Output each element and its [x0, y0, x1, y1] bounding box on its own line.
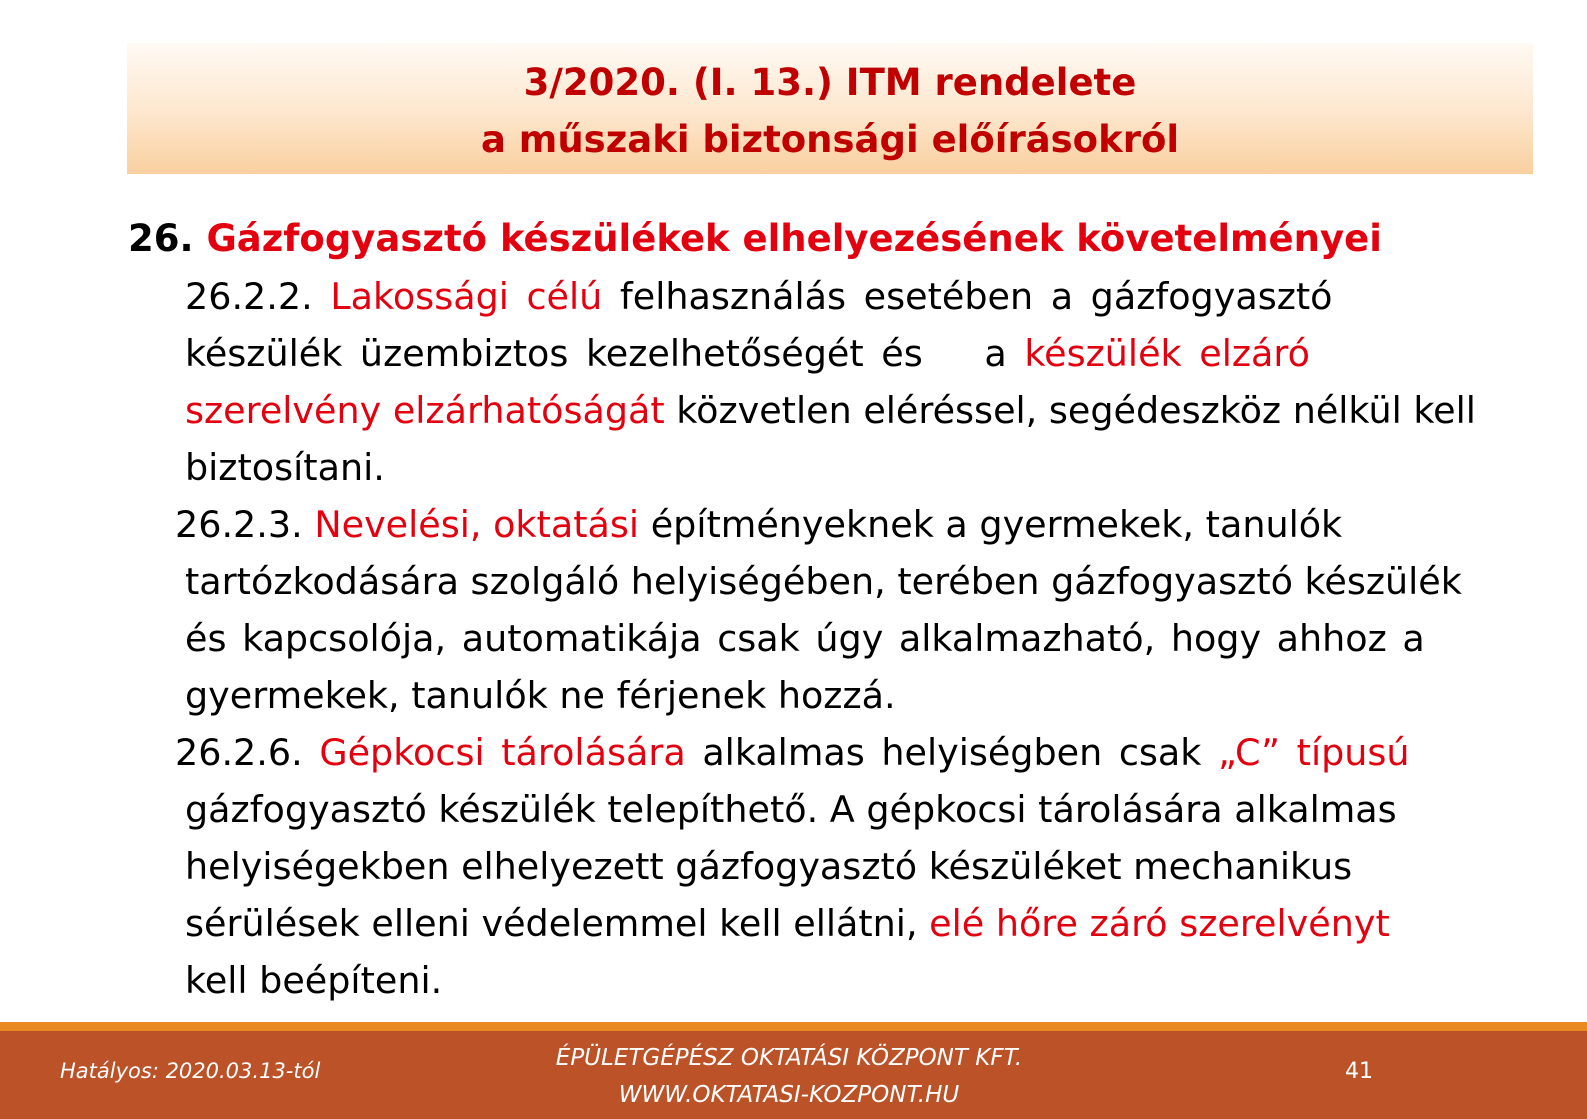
paragraph-text: felhasználás esetében a gázfogyasztó [619, 275, 1333, 318]
paragraph-text: készülék üzembiztos kezelhetőségét és [185, 332, 923, 375]
slide-title [127, 54, 1533, 168]
title-line-1: 3/2020. (I. 13.) ITM rendelete [523, 61, 1137, 104]
paragraph-26-2-3 [175, 496, 1462, 724]
organization-info [470, 1040, 1108, 1114]
paragraph-text: és kapcsolója, automatikája csak úgy alkalmazható, hogy ahhoz a [185, 617, 1425, 660]
highlight-text: „C” típusú [1218, 731, 1410, 774]
paragraph-26-2-6 [175, 724, 1410, 1009]
page-number: 41 [1345, 1059, 1373, 1084]
highlight-text: Lakossági célú [330, 275, 603, 318]
paragraph-text: kell beépíteni. [185, 959, 443, 1002]
paragraph-text: gyermekek, tanulók ne férjenek hozzá. [185, 674, 896, 717]
paragraph-26-2-2 [185, 268, 1476, 496]
paragraph-text: biztosítani. [185, 446, 385, 489]
footer-accent-strip [0, 1022, 1587, 1031]
paragraph-number: 26.2.3. [175, 503, 303, 546]
organization-website: WWW.OKTATASI-KOZPONT.HU [618, 1082, 960, 1108]
highlight-text: Gépkocsi tárolására [319, 731, 686, 774]
paragraph-text: helyiségekben elhelyezett gázfogyasztó készüléket mechanikus [185, 845, 1353, 888]
organization-name: ÉPÜLETGÉPÉSZ OKTATÁSI KÖZPONT KFT. [555, 1045, 1023, 1071]
paragraph-number: 26.2.6. [175, 731, 303, 774]
paragraph-text: gázfogyasztó készülék telepíthető. A gépkocsi tárolására alkalmas [185, 788, 1397, 831]
highlight-text: Nevelési, oktatási [314, 503, 640, 546]
paragraph-text: közvetlen eléréssel, segédeszköz nélkül kell [676, 389, 1476, 432]
paragraph-text: sérülések elleni védelemmel kell ellátni, [185, 902, 918, 945]
paragraph-text: alkalmas helyiségben csak [702, 731, 1202, 774]
paragraph-text: a [984, 332, 1007, 375]
section-title: Gázfogyasztó készülékek elhelyezésének követelményei [206, 217, 1382, 260]
section-number: 26. [128, 217, 194, 260]
title-line-2: a műszaki biztonsági előírásokról [480, 118, 1180, 161]
highlight-text: elé hőre záró szerelvényt [929, 902, 1390, 945]
paragraph-text: tartózkodására szolgáló helyiségében, terében gázfogyasztó készülék [185, 560, 1462, 603]
section-heading [128, 215, 1382, 263]
validity-date: Hatályos: 2020.03.13-tól [60, 1059, 321, 1083]
paragraph-text: építményeknek a gyermekek, tanulók [650, 503, 1343, 546]
footer [0, 1031, 1587, 1119]
paragraph-number: 26.2.2. [185, 275, 313, 318]
highlight-text: készülék elzáró [1024, 332, 1310, 375]
highlight-text: szerelvény elzárhatóságát [185, 389, 665, 432]
